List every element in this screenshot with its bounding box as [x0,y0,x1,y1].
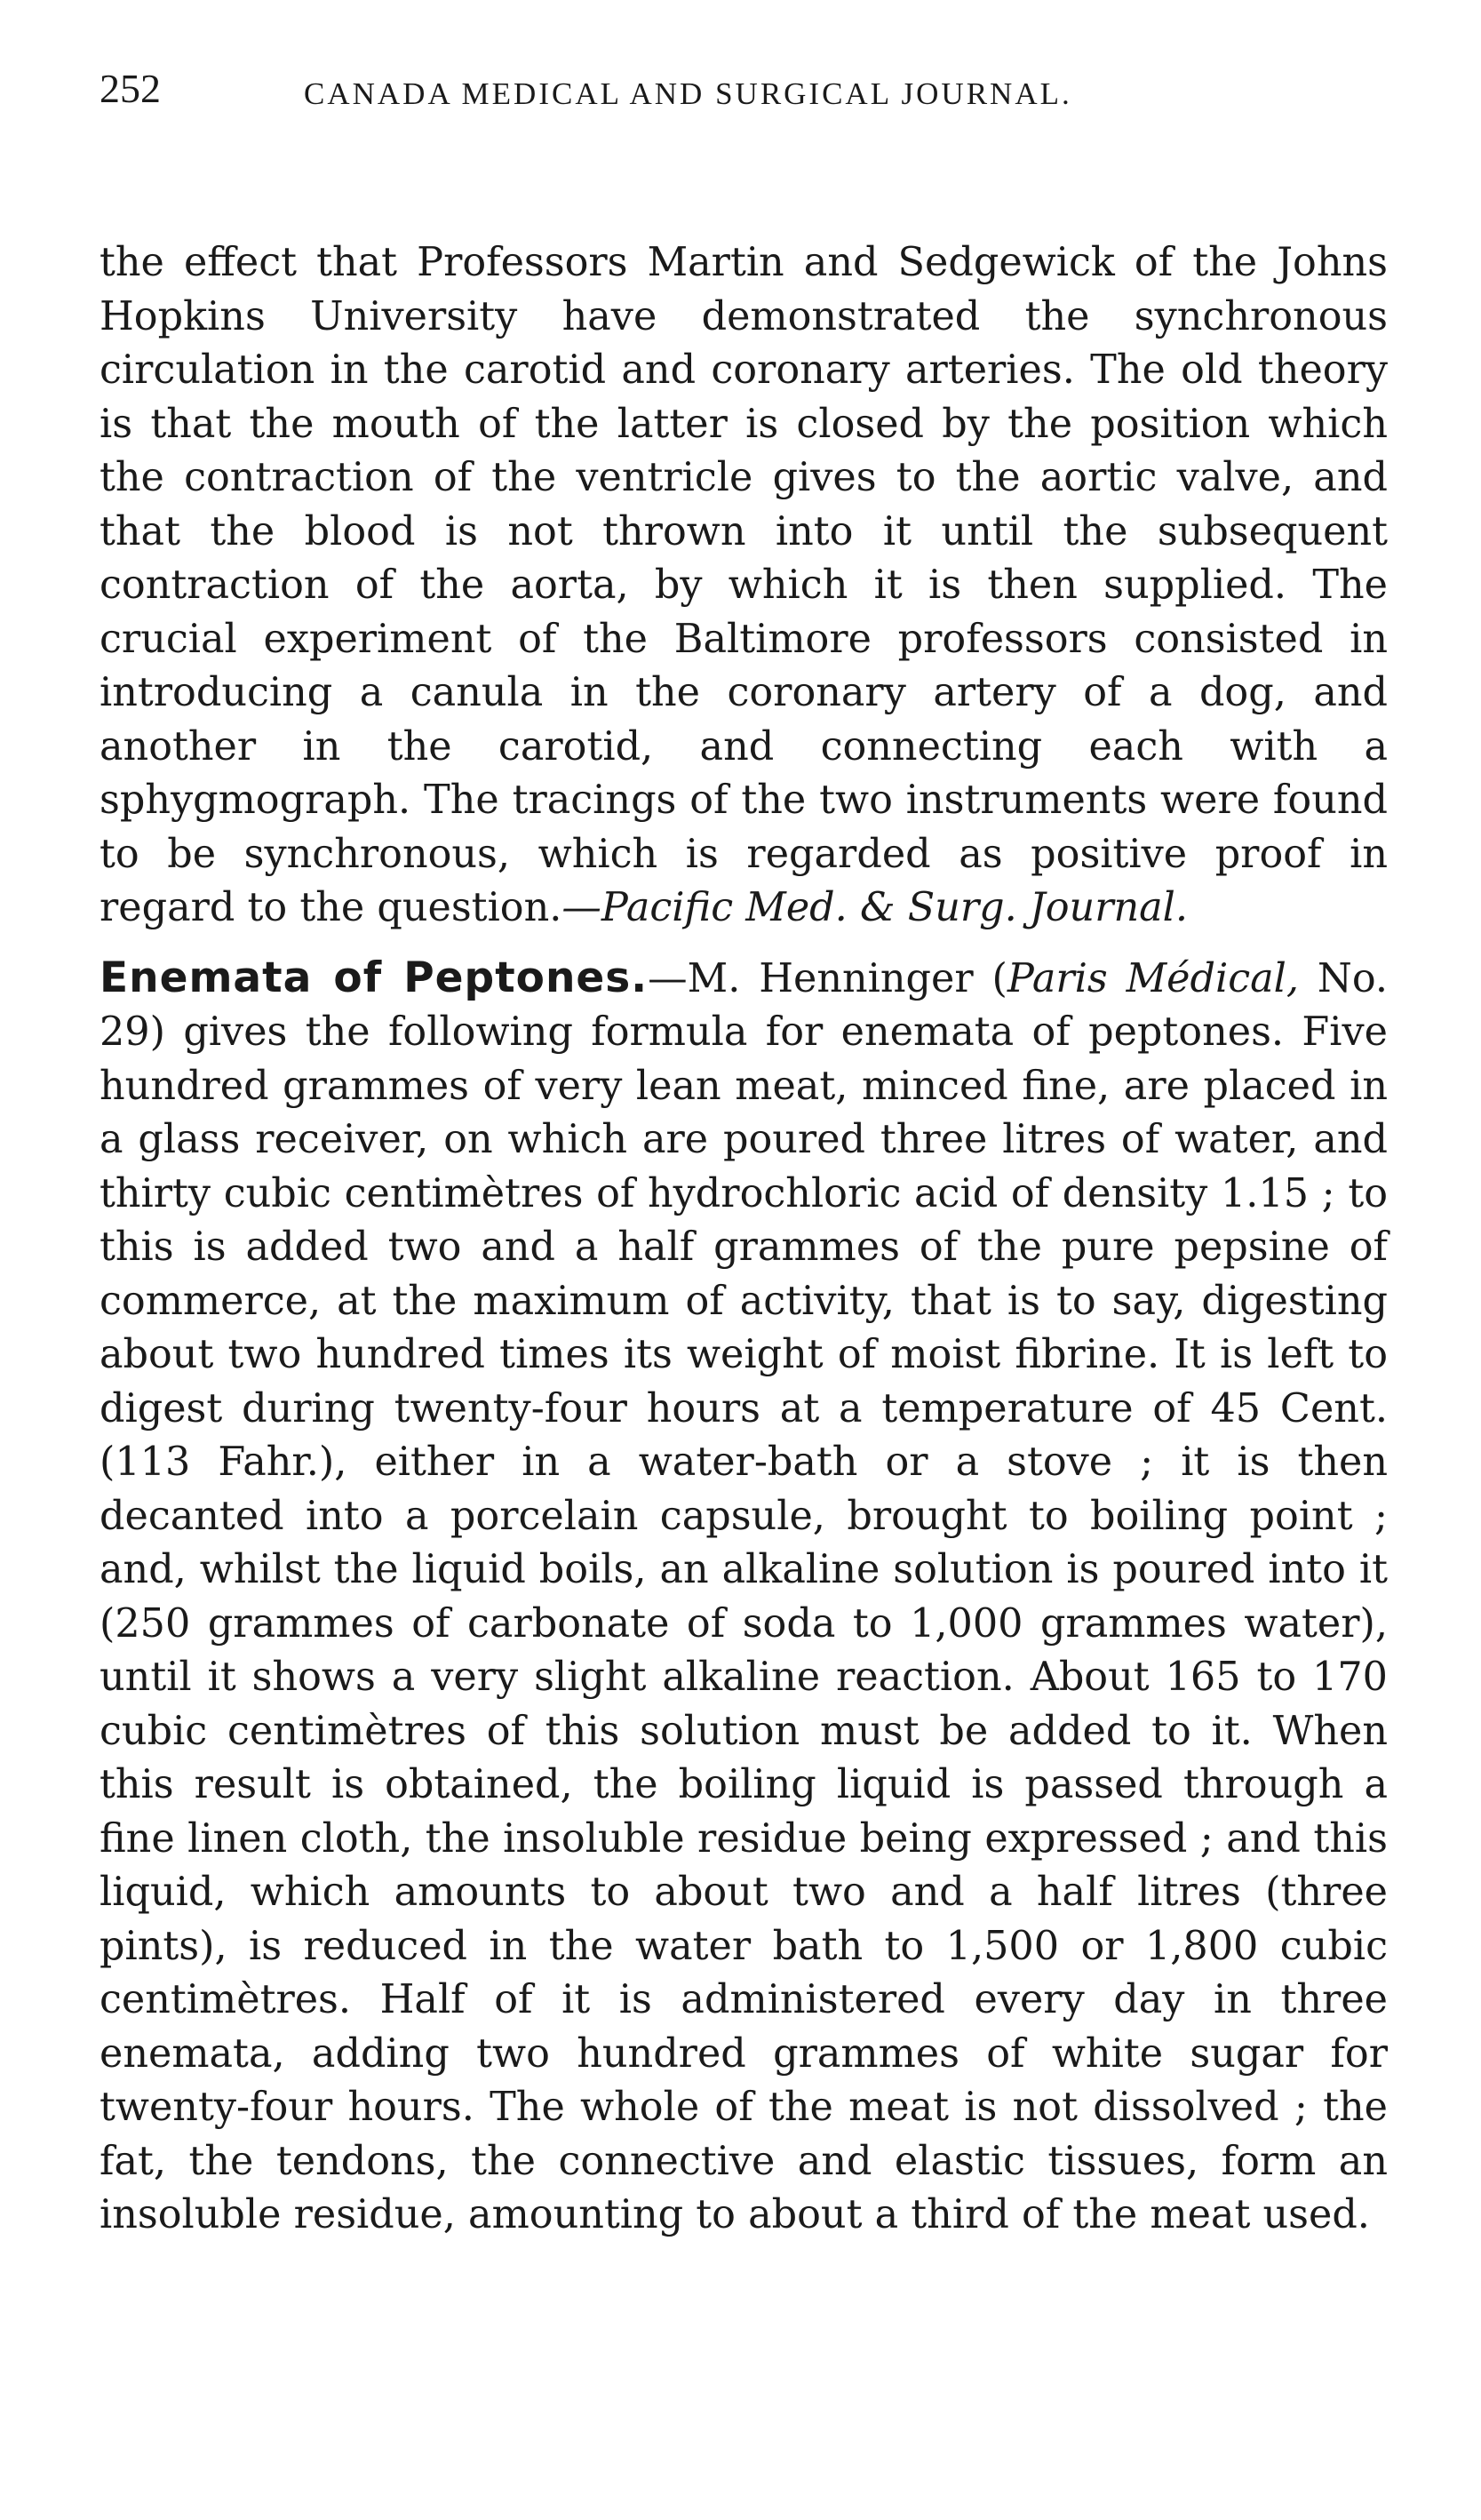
heading-dash: — [648,955,688,1001]
publication-name: Paris Médical, [1007,955,1300,1001]
continued-paragraph-text: the effect that Professors Martin and Sedgewick of the Johns Hopkins University have demonstrated the synchronous circulation in the carotid and coronary arteries. The old theory is that the mouth of the latter is closed by the position which the contraction of the ventricle gives to the aortic valve, and that the blood is not thrown into it until the subsequent contraction of the aorta, by which it is then supplied. The crucial experiment of the Baltimore professors consisted in introducing a canula in the coronary artery of a dog, and another in the carotid, and connecting each with a sphygmograph. The tracings of the two instruments were found to be synchronous, which is regarded as positive proof in regard to the question. [100,240,1388,930]
document-page [100,62,1388,2243]
article-lead: M. Henninger ( [687,955,1007,1001]
article-body-text: Five hundred grammes of very lean meat, minced fine, are placed in a glass receiver, on which are poured three litres of water, and thirty cubic centimètres of hydrochloric acid of density 1.15 ; to this is added two and a half grammes of the pure pepsine of commerce, at the maximum of activity, that is to say, digesting about two hundred times its weight of moist fibrine. It is left to digest during twenty-four hours at a temperature of 45 Cent. (113 Fahr.), either in a water-bath or a stove ; it is then decanted into a porcelain capsule, brought to boiling point ; and, whilst the liquid boils, an alkaline solution is poured into it (250 grammes of carbonate of soda to 1,000 grammes water), until it shows a very slight alkaline reaction. About 165 to 170 cubic centimètres of this solution must be added to it. When this result is obtained, the boiling liquid is passed through a fine linen cloth, the insoluble residue being expressed ; and this liquid, which amounts to about two and a half litres (three pints), is reduced in the water bath to 1,500 or 1,800 cubic centimètres. Half of it is administered every day in three enemata, adding two hundred grammes of white sugar for twenty-four hours. The whole of the meat is not dissolved ; the fat, the tendons, the connective and elastic tissues, form an insoluble residue, amounting to about a third of the meat used. [100,1009,1388,2237]
page-number: 252 [100,66,161,111]
running-head [100,62,1388,124]
body-text [100,236,1388,2243]
source-citation: —Pacific Med. & Surg. Journal. [561,885,1189,930]
continued-paragraph [100,236,1388,936]
article-paragraph [100,952,1388,2243]
journal-title: CANADA MEDICAL AND SURGICAL JOURNAL. [304,76,1072,111]
article-lead-after: No. 29) gives the following formula for enemata of peptones. [100,955,1388,1055]
article-heading: Enemata of Peptones. [100,953,649,1002]
